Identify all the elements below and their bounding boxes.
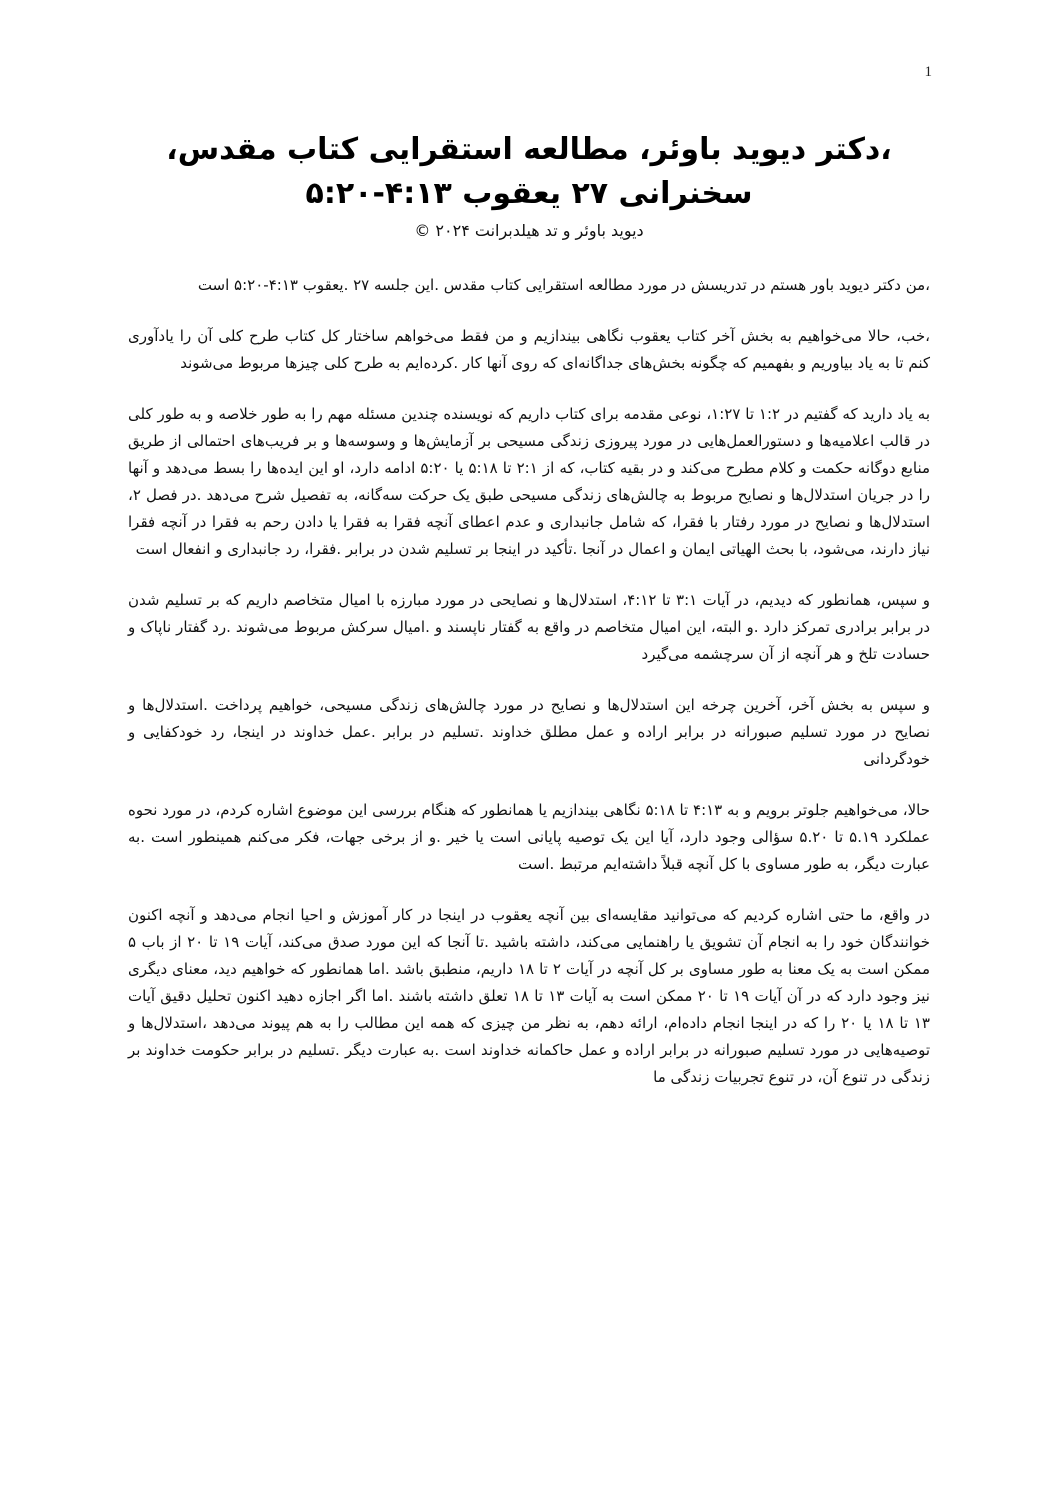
page-number: 1 [924,64,932,80]
paragraph-1: ،من دکتر دیوید باور هستم در تدریسش در مورد مطالعه استقرایی کتاب مقدس .این جلسه ۲۷ .یعقوب ۴:۱۳-۵:۲۰ است [197,276,930,294]
paragraph-6: حالا، می‌خواهیم جلوتر برویم و به ۴:۱۳ تا ۵:۱۸ نگاهی بیندازیم یا همانطور که هنگام بررسی این موضوع اشاره کردم، در مورد نحوه عملکرد ۵.۱۹ تا ۵.۲۰ سؤالی وجود دارد، آیا این یک توصیه پایانی است یا خیر .و از برخی جهات، فکر می‌کنم همینطور است .به عبارت دیگر، به طور مساوی با کل آنچه قبلاً داشته‌ایم مرتبط .است [128,801,930,873]
document-body [128,272,930,1115]
paragraph-5: و سپس به بخش آخر، آخرین چرخه این استدلال‌ها و نصایح در مورد چالش‌های زندگی مسیحی، خواهیم پرداخت .استدلال‌ها و نصایح در مورد تسلیم صبورانه در برابر اراده و عمل مطلق خداوند .تسلیم در برابر .عمل خداوند در اینجا، رد خودکفایی و خودگردانی [128,696,930,768]
paragraph-4: و سپس، همانطور که دیدیم، در آیات ۳:۱ تا ۴:۱۲، استدلال‌ها و نصایحی در مورد مبارزه با امیال متخاصم داریم که بر تسلیم شدن در برابر برادری تمرکز دارد .و البته، این امیال متخاصم در واقع به گفتار ناپسند و .امیال سرکش مربوط می‌شوند .رد گفتار ناپاک و حسادت تلخ و هر آنچه از آن سرچشمه می‌گیرد [128,591,931,663]
document-title: ،دکتر دیوید باوئر، مطالعه استقرایی کتاب مقدس، سخنرانی ۲۷ یعقوب ۴:۱۳-۵:۲۰ [166,132,892,211]
paragraph-3: به یاد دارید که گفتیم در ۱:۲ تا ۱:۲۷، نوعی مقدمه برای کتاب داریم که نویسنده چندین مسئله مهم را به طور خلاصه و به طور کلی در قالب اعلامیه‌ها و دستورالعمل‌هایی در مورد پیروزی زندگی مسیحی بر آزمایش‌ها و وسوسه‌ها و بر فریب‌های احتمالی از طریق منابع دوگانه حکمت و کلام مطرح می‌کند و در بقیه کتاب، که از ۲:۱ تا ۵:۱۸ یا ۵:۲۰ ادامه دارد، او این ایده‌ها را بسط می‌دهد و آنها را در جریان استدلال‌ها و نصایح مربوط به چالش‌های زندگی مسیحی طبق یک حرکت سه‌گانه، به تفصیل شرح می‌دهد .در فصل ۲، استدلال‌ها و نصایح در مورد رفتار با فقرا، که شامل جانبداری و عدم اعطای آنچه فقرا به فقرا یا دادن رحم به فقرا در آنچه فقرا نیاز دارند، می‌شود، با بحث الهیاتی ایمان و اعمال در آنجا .تأکید در اینجا بر تسلیم شدن در برابر .فقرا، رد جانبداری و انفعال است [128,405,931,558]
document-subtitle: دیوید باوئر و تد هیلدبرانت ۲۰۲۴ © [414,221,644,240]
paragraph-2: ،خب، حالا می‌خواهیم به بخش آخر کتاب یعقوب نگاهی بیندازیم و من فقط می‌خواهم ساختار کل کتاب طرح کلی آن را یادآوری کنم تا به یاد بیاوریم و بفهمیم که چگونه بخش‌های جداگانه‌ای که روی آنها کار .کرده‌ایم به طرح کلی چیزها مربوط می‌شوند [128,327,930,372]
paragraph-7: در واقع، ما حتی اشاره کردیم که می‌توانید مقایسه‌ای بین آنچه یعقوب در اینجا در کار آموزش و احیا انجام می‌دهد و آنچه اکنون خوانندگان خود را به انجام آن تشویق یا راهنمایی می‌کند، داشته باشید .تا آنجا که این مورد صدق می‌کند، آیات ۱۹ تا ۲۰ از باب ۵ ممکن است به یک معنا به طور مساوی بر کل آنچه در آیات ۲ تا ۱۸ داریم، منطبق باشد .اما همانطور که خواهیم دید، معنای دیگری نیز وجود دارد که در آن آیات ۱۹ تا ۲۰ ممکن است به آیات ۱۳ تا ۱۸ تعلق داشته باشند .اما اگر اجازه دهید اکنون تحلیل دقیق آیات ۱۳ تا ۱۸ یا ۲۰ را که در اینجا انجام داده‌ام، ارائه دهم، به نظر من چیزی که همه این مطالب را به هم پیوند می‌دهد ،استدلال‌ها و توصیه‌هایی در مورد تسلیم صبورانه در برابر اراده و عمل حاکمانه خداوند است .به عبارت دیگر .تسلیم در برابر حکومت خداوند بر زندگی در تنوع آن، در تنوع تجربیات زندگی ما [128,906,931,1086]
